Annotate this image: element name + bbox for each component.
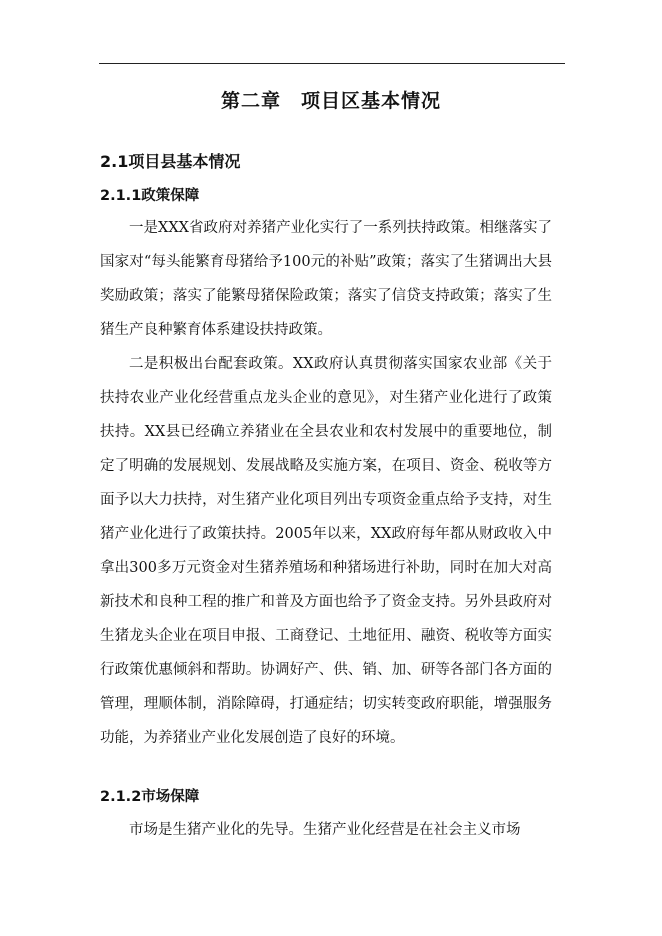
chapter-title: 第二章 项目区基本情况 — [220, 90, 441, 112]
paragraph-policy-1: 一是XXX省政府对养猪产业化实行了一系列扶持政策。相继落实了国家对“每头能繁育母猪给予100元的补贴”政策；落实了生猪调出大县奖励政策；落实了能繁母猪保险政策；落实了信贷支持政策；落实了生猪生产良种繁育体系建设扶持政策。 — [100, 220, 552, 338]
header-rule — [99, 63, 565, 64]
paragraph-policy-2: 二是积极出台配套政策。XX政府认真贯彻落实国家农业部《关于扶持农业产业化经营重点龙头企业的意见》，对生猪产业化进行了政策扶持。XX县已经确立养猪业在全县农业和农村发展中的重要地位，制定了明确的发展规划、发展战略及实施方案，在项目、资金、税收等方面予以大力扶持，对生猪产业化项目列出专项资金重点给予支持，对生猪产业化进行了政策扶持。2005年以来，XX政府每年都从财政收入中拿出300多万元资金对生猪养殖场和种猪场进行补助，同时在加大对高新技术和良种工程的推广和普及方面也给予了资金支持。另外县政府对生猪龙头企业在项目申报、工商登记、土地征用、融资、税收等方面实行政策优惠倾斜和帮助。协调好产、供、销、加、研等各部门各方面的管理，理顺体制，消除障碍，打通症结；切实转变政府职能，增强服务功能，为养猪业产业化发展创造了良好的环境。 — [100, 356, 552, 746]
paragraph-market-1: 市场是生猪产业化的先导。生猪产业化经营是在社会主义市场 — [129, 822, 521, 838]
subsection-heading-market: 2.1.2市场保障 — [100, 789, 200, 805]
subsection-heading-policy: 2.1.1政策保障 — [100, 188, 200, 204]
section-heading: 2.1项目县基本情况 — [100, 152, 241, 171]
